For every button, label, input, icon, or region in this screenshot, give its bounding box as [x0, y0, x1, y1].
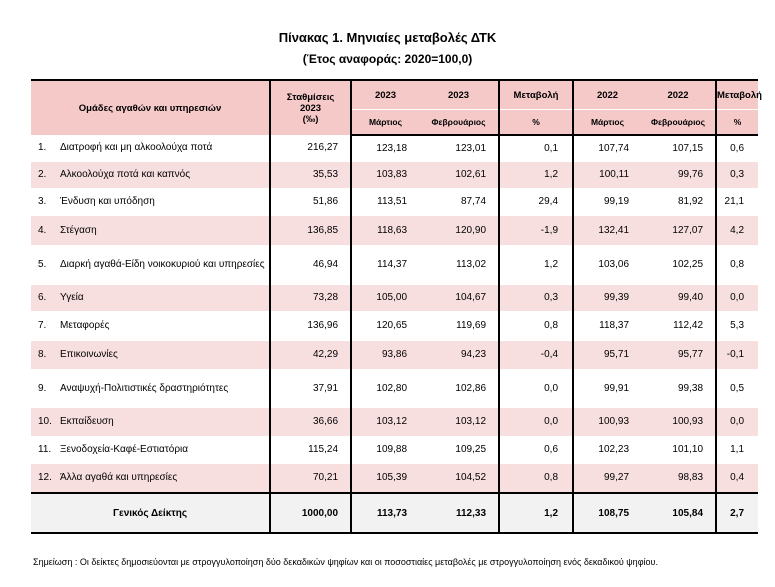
footnote: Σημείωση : Οι δείκτες δημοσιεύονται με στρογγυλοποίηση δύο δεκαδικών ψηφίων και οι ποσοστιαίες μεταβολές με στρογγυλοποίηση ενός δεκαδικού ψηφίου. [33, 557, 658, 567]
row-feb-2022: 100,93 [641, 407, 716, 436]
table-row [31, 436, 758, 463]
header-change-1-unit: % [499, 110, 573, 136]
row-change-1: 0,0 [499, 369, 573, 407]
row-march-2022: 100,11 [573, 161, 641, 188]
row-number: 11. [31, 436, 56, 463]
row-group-name: Εκπαίδευση [56, 407, 270, 436]
row-change-2: 5,3 [716, 311, 758, 340]
row-feb-2023: 119,69 [419, 311, 499, 340]
table-row [31, 340, 758, 369]
row-feb-2023: 113,02 [419, 245, 499, 284]
header-change-2: Μεταβολή [716, 80, 758, 110]
row-march-2023: 105,39 [351, 463, 419, 493]
header-feb-2022: Φεβρουάριος [641, 110, 716, 136]
row-feb-2023: 120,90 [419, 215, 499, 245]
header-2023-feb-year: 2023 [419, 80, 499, 110]
row-march-2023: 105,00 [351, 284, 419, 311]
row-change-2: 0,0 [716, 407, 758, 436]
total-weight: 1000,00 [270, 493, 351, 533]
row-weight: 70,21 [270, 463, 351, 493]
total-feb-2023: 112,33 [419, 493, 499, 533]
table-row [31, 215, 758, 245]
row-change-2: 0,6 [716, 135, 758, 161]
total-march-2023: 113,73 [351, 493, 419, 533]
header-2022-march-year: 2022 [573, 80, 641, 110]
header-groups: Ομάδες αγαθών και υπηρεσιών [31, 80, 270, 135]
row-feb-2022: 112,42 [641, 311, 716, 340]
row-march-2022: 99,27 [573, 463, 641, 493]
row-feb-2023: 102,86 [419, 369, 499, 407]
row-group-name: Στέγαση [56, 215, 270, 245]
row-weight: 36,66 [270, 407, 351, 436]
row-march-2023: 103,83 [351, 161, 419, 188]
header-march-2023: Μάρτιος [351, 110, 419, 136]
row-feb-2022: 99,76 [641, 161, 716, 188]
row-change-2: 0,4 [716, 463, 758, 493]
row-march-2023: 109,88 [351, 436, 419, 463]
row-change-1: 0,3 [499, 284, 573, 311]
cpi-monthly-changes-table [31, 79, 762, 534]
row-feb-2022: 95,77 [641, 340, 716, 369]
row-group-name: Διατροφή και μη αλκοολούχα ποτά [56, 135, 270, 161]
row-feb-2023: 104,52 [419, 463, 499, 493]
row-number: 4. [31, 215, 56, 245]
row-change-2: 0,8 [716, 245, 758, 284]
row-feb-2022: 99,40 [641, 284, 716, 311]
header-weights: Σταθμίσεις 2023 (‰) [270, 80, 351, 135]
row-march-2022: 102,23 [573, 436, 641, 463]
row-change-2: 0,3 [716, 161, 758, 188]
table-row [31, 284, 758, 311]
row-feb-2022: 107,15 [641, 135, 716, 161]
row-march-2023: 123,18 [351, 135, 419, 161]
row-group-name: Διαρκή αγαθά-Είδη νοικοκυριού και υπηρεσίες [56, 245, 270, 284]
row-march-2022: 99,39 [573, 284, 641, 311]
row-group-name: Ξενοδοχεία-Καφέ-Εστιατόρια [56, 436, 270, 463]
row-march-2023: 120,65 [351, 311, 419, 340]
row-number: 3. [31, 188, 56, 215]
row-change-1: 0,0 [499, 407, 573, 436]
row-feb-2023: 94,23 [419, 340, 499, 369]
row-march-2022: 107,74 [573, 135, 641, 161]
row-weight: 51,86 [270, 188, 351, 215]
header-change-2-unit: % [716, 110, 758, 136]
row-number: 6. [31, 284, 56, 311]
row-group-name: Επικοινωνίες [56, 340, 270, 369]
row-march-2022: 103,06 [573, 245, 641, 284]
row-number: 10. [31, 407, 56, 436]
row-feb-2023: 87,74 [419, 188, 499, 215]
header-march-2022: Μάρτιος [573, 110, 641, 136]
row-feb-2023: 102,61 [419, 161, 499, 188]
row-group-name: Μεταφορές [56, 311, 270, 340]
row-change-1: 0,6 [499, 436, 573, 463]
row-march-2023: 113,51 [351, 188, 419, 215]
row-march-2022: 132,41 [573, 215, 641, 245]
row-group-name: Άλλα αγαθά και υπηρεσίες [56, 463, 270, 493]
table-row [31, 369, 758, 407]
table-row [31, 311, 758, 340]
header-feb-2023: Φεβρουάριος [419, 110, 499, 136]
row-change-1: 1,2 [499, 161, 573, 188]
row-group-name: Αλκοολούχα ποτά και καπνός [56, 161, 270, 188]
row-weight: 46,94 [270, 245, 351, 284]
row-weight: 35,53 [270, 161, 351, 188]
table-title: Πίνακας 1. Μηνιαίες μεταβολές ΔΤΚ [278, 30, 497, 45]
total-change-1: 1,2 [499, 493, 573, 533]
header-change-1: Μεταβολή [499, 80, 573, 110]
row-weight: 73,28 [270, 284, 351, 311]
row-feb-2022: 127,07 [641, 215, 716, 245]
table-row [31, 161, 758, 188]
row-change-1: -1,9 [499, 215, 573, 245]
row-weight: 216,27 [270, 135, 351, 161]
row-number: 1. [31, 135, 56, 161]
row-change-2: -0,1 [716, 340, 758, 369]
row-march-2022: 100,93 [573, 407, 641, 436]
header-2023-march-year: 2023 [351, 80, 419, 110]
total-feb-2022: 105,84 [641, 493, 716, 533]
row-march-2023: 103,12 [351, 407, 419, 436]
row-change-1: 0,1 [499, 135, 573, 161]
row-feb-2023: 104,67 [419, 284, 499, 311]
row-march-2022: 118,37 [573, 311, 641, 340]
row-march-2022: 99,91 [573, 369, 641, 407]
row-change-2: 0,0 [716, 284, 758, 311]
row-change-1: 0,8 [499, 311, 573, 340]
row-feb-2023: 123,01 [419, 135, 499, 161]
table-row [31, 463, 758, 493]
row-weight: 37,91 [270, 369, 351, 407]
row-number: 5. [31, 245, 56, 284]
row-march-2023: 118,63 [351, 215, 419, 245]
row-feb-2023: 103,12 [419, 407, 499, 436]
row-change-2: 4,2 [716, 215, 758, 245]
row-feb-2022: 101,10 [641, 436, 716, 463]
row-change-1: 1,2 [499, 245, 573, 284]
row-feb-2022: 81,92 [641, 188, 716, 215]
row-number: 12. [31, 463, 56, 493]
total-label: Γενικός Δείκτης [31, 493, 270, 533]
row-weight: 42,29 [270, 340, 351, 369]
row-number: 9. [31, 369, 56, 407]
row-march-2023: 102,80 [351, 369, 419, 407]
row-group-name: Αναψυχή-Πολιτιστικές δραστηριότητες [56, 369, 270, 407]
row-number: 2. [31, 161, 56, 188]
table-row [31, 245, 758, 284]
header-2022-feb-year: 2022 [641, 80, 716, 110]
row-number: 8. [31, 340, 56, 369]
row-number: 7. [31, 311, 56, 340]
row-feb-2022: 98,83 [641, 463, 716, 493]
table-subtitle: (Έτος αναφοράς: 2020=100,0) [302, 52, 473, 66]
row-march-2023: 93,86 [351, 340, 419, 369]
row-change-2: 21,1 [716, 188, 758, 215]
row-weight: 136,96 [270, 311, 351, 340]
row-group-name: Υγεία [56, 284, 270, 311]
row-feb-2023: 109,25 [419, 436, 499, 463]
row-march-2023: 114,37 [351, 245, 419, 284]
row-change-2: 0,5 [716, 369, 758, 407]
row-change-1: 0,8 [499, 463, 573, 493]
row-march-2022: 99,19 [573, 188, 641, 215]
row-change-1: 29,4 [499, 188, 573, 215]
table-row [31, 188, 758, 215]
total-row [31, 493, 758, 533]
row-weight: 115,24 [270, 436, 351, 463]
table-row [31, 135, 758, 161]
row-feb-2022: 99,38 [641, 369, 716, 407]
row-change-2: 1,1 [716, 436, 758, 463]
table-row [31, 407, 758, 436]
row-weight: 136,85 [270, 215, 351, 245]
row-group-name: Ένδυση και υπόδηση [56, 188, 270, 215]
row-march-2022: 95,71 [573, 340, 641, 369]
total-march-2022: 108,75 [573, 493, 641, 533]
row-change-1: -0,4 [499, 340, 573, 369]
total-change-2: 2,7 [716, 493, 758, 533]
row-feb-2022: 102,25 [641, 245, 716, 284]
